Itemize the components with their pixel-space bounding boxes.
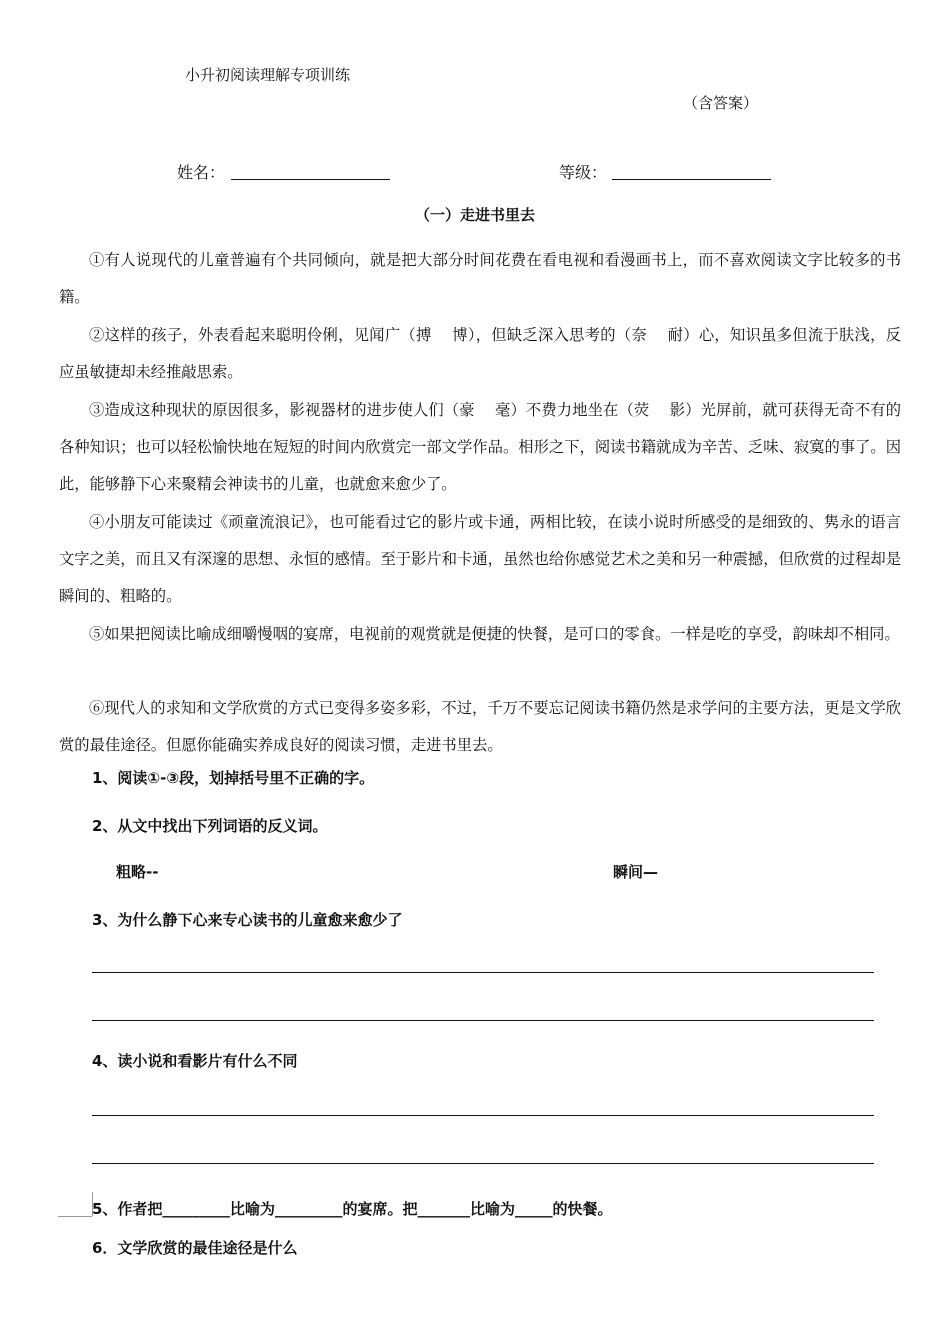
- answer-line[interactable]: [92, 1163, 874, 1164]
- grade-label: 等级：: [559, 163, 608, 182]
- question-2: 2、从文中找出下列词语的反义词。: [92, 817, 328, 835]
- question-4: 4、读小说和看影片有什么不同: [92, 1052, 298, 1070]
- answer-note: （含答案）: [683, 94, 759, 112]
- answer-line[interactable]: [92, 972, 874, 973]
- name-label: 姓名：: [177, 163, 226, 182]
- page-title: 小升初阅读理解专项训练: [185, 66, 351, 84]
- corner-mark: [58, 1216, 92, 1217]
- grade-field[interactable]: [612, 179, 771, 180]
- paragraph-4: ④小朋友可能读过《顽童流浪记》，也可能看过它的影片或卡通，两相比较，在读小说时所感受的是细致的、隽永的语言文字之美，而且又有深邃的思想、永恒的感情。至于影片和卡通，虽然也给你感觉艺术之美和另一种震撼，但欣赏的过程却是瞬间的、粗略的。: [59, 513, 901, 605]
- paragraph-6: ⑥现代人的求知和文学欣赏的方式已变得多姿多彩，不过，千万不要忘记阅读书籍仍然是求学问的主要方法，更是文学欣赏的最佳途径。但愿你能确实养成良好的阅读习惯，走进书里去。: [59, 699, 901, 754]
- antonym-instant: 瞬间—: [613, 863, 659, 881]
- name-field[interactable]: [231, 179, 390, 180]
- question-3: 3、为什么静下心来专心读书的儿童愈来愈少了: [92, 911, 403, 929]
- paragraph-2: ②这样的孩子，外表看起来聪明伶俐，见闻广（搏 博），但缺乏深入思考的（奈 耐）心，知识虽多但流于肤浅，反应虽敏捷却未经推敲思索。: [59, 326, 901, 381]
- answer-line[interactable]: [92, 1115, 874, 1116]
- answer-line[interactable]: [92, 1020, 874, 1021]
- question-6: 6．文学欣赏的最佳途径是什么: [92, 1239, 298, 1257]
- section-title: （一）走进书里去: [414, 206, 535, 224]
- question-1: 1、阅读①-③段，划掉括号里不正确的字。: [92, 769, 375, 787]
- paragraph-5: ⑤如果把阅读比喻成细嚼慢咽的宴席，电视前的观赏就是便捷的快餐，是可口的零食。一样是吃的享受，韵味却不相同。: [89, 625, 900, 643]
- paragraph-3: ③造成这种现状的原因很多，影视器材的进步使人们（豪 毫）不费力地坐在（荧 影）光屏前，就可获得无奇不有的各种知识；也可以轻松愉快地在短短的时间内欣赏完一部文学作品。相形之下，阅读书籍就成为辛苦、乏味、寂寞的事了。因此，能够静下心来聚精会神读书的儿童，也就愈来愈少了。: [59, 401, 901, 493]
- antonym-rough: 粗略--: [116, 863, 159, 881]
- question-5: 5、作者把_________比喻为_________的宴席。把_______比喻为_____的快餐。: [92, 1200, 613, 1218]
- paragraph-1: ①有人说现代的儿童普遍有个共同倾向，就是把大部分时间花费在看电视和看漫画书上，而不喜欢阅读文字比较多的书籍。: [59, 251, 901, 306]
